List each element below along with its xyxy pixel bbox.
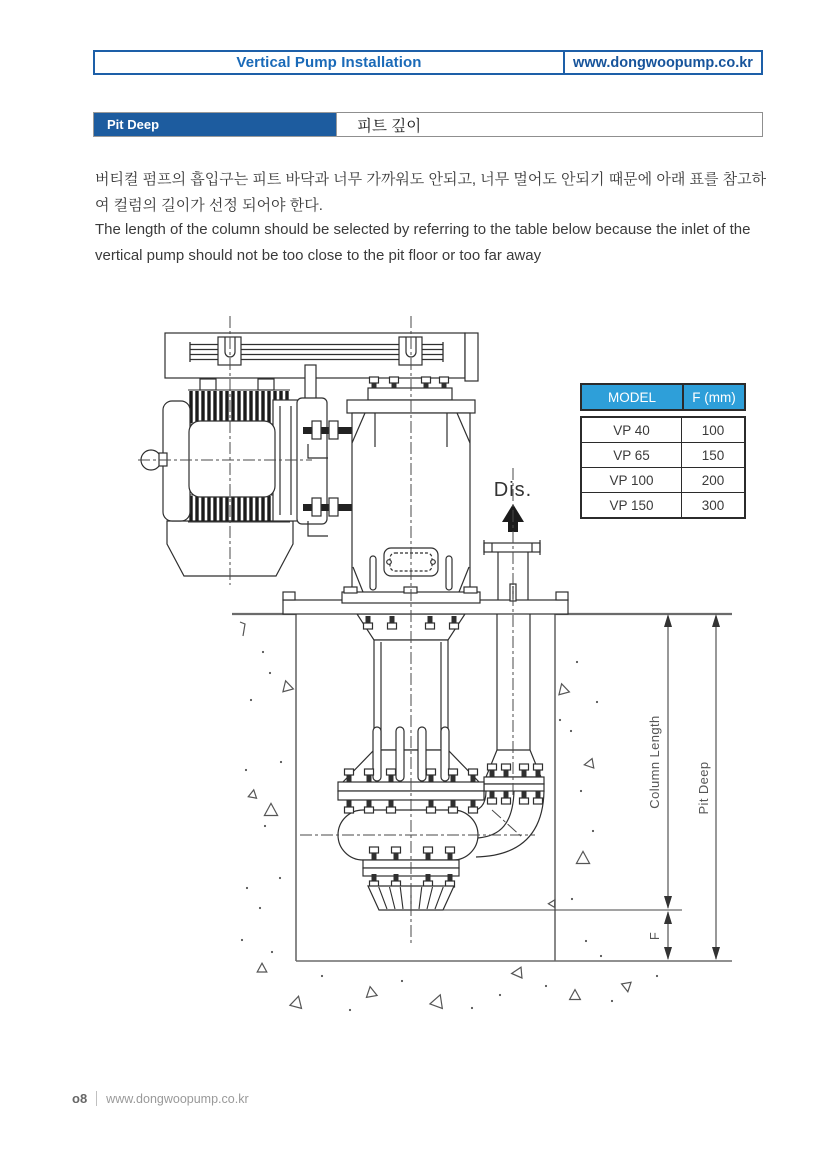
table-row	[582, 467, 744, 492]
f-cell: 200	[701, 472, 725, 488]
table-row	[582, 492, 744, 517]
footer-website-url: www.dongwoopump.co.kr	[106, 1091, 249, 1106]
english-description: The length of the column should be selected by referring to the table below because the inlet of the vertical pump should not be too close to the pit floor or too far away	[95, 221, 751, 264]
section-title-ko: 피트 깊이	[337, 112, 763, 137]
column-length-label: Column Length	[647, 715, 662, 809]
col-header-model: MODEL	[607, 389, 656, 405]
discharge-flange	[484, 540, 540, 601]
f-cell: 150	[701, 447, 725, 463]
table-row	[582, 442, 744, 467]
f-dimension-label: F	[647, 931, 662, 941]
motor	[141, 379, 298, 576]
footer-divider	[96, 1091, 97, 1106]
table-row	[582, 418, 744, 442]
page-number: o8	[72, 1091, 88, 1106]
model-cell: VP 150	[582, 493, 682, 517]
model-cell: VP 65	[582, 443, 682, 467]
page-title: Vertical Pump Installation	[236, 54, 422, 71]
model-f-table	[580, 383, 746, 519]
table-header-row	[580, 383, 746, 411]
f-cell: 300	[701, 497, 725, 513]
discharge-pipe-underground	[468, 614, 544, 857]
section-title-en: Pit Deep	[93, 112, 337, 137]
model-cell: VP 40	[582, 418, 682, 442]
col-header-f: F (mm)	[682, 385, 744, 409]
header-website-url: www.dongwoopump.co.kr	[563, 52, 761, 73]
page-footer	[72, 1091, 249, 1106]
discharge-label: Dis.	[493, 479, 533, 501]
f-cell: 100	[701, 422, 725, 438]
pit-deep-label: Pit Deep	[696, 761, 711, 815]
belt-guard	[165, 333, 478, 381]
korean-description: 버티컬 펌프의 흡입구는 피트 바닥과 너무 가까워도 안되고, 너무 멀어도 안되기 때문에 아래 표를 참고하여 컬럼의 길이가 선정 되어야 한다.	[95, 171, 767, 214]
model-cell: VP 100	[582, 468, 682, 492]
